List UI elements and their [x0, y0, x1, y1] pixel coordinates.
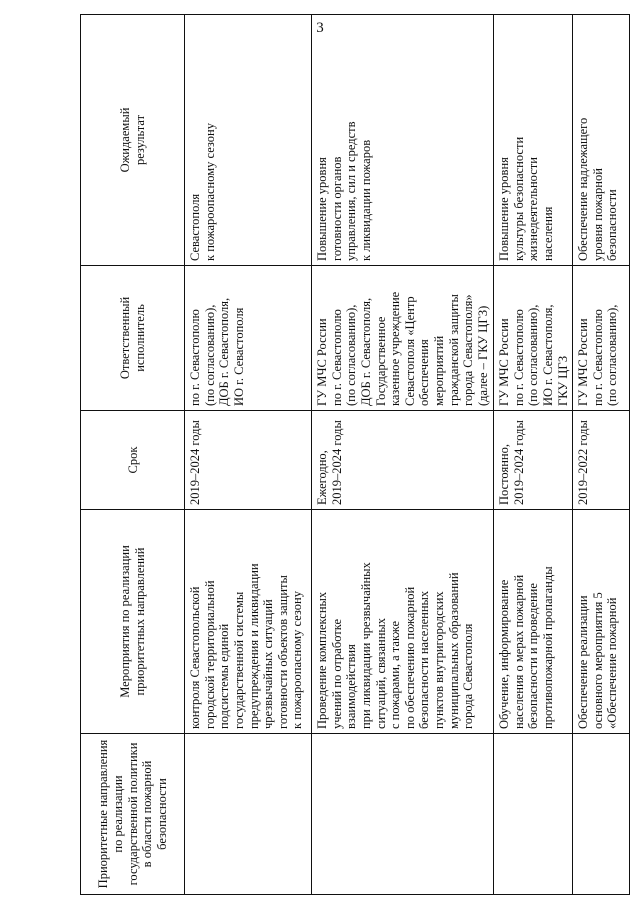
table-row: [185, 15, 312, 895]
cell-executor: ГУ МЧС России по г. Севастополю (по согласованию),: [573, 266, 630, 411]
table-row: [312, 15, 494, 895]
header-measure: Мероприятия по реализации приоритетных направлений: [81, 510, 185, 734]
cell-executor: ГУ МЧС России по г. Севастополю (по согласованию), ДОБ г. Севастополя, Государственное казенное учреждение Севастополя «Центр обеспечения мероприятий гражданской защиты города Севастополя» (далее – ГКУ ЦГЗ): [312, 266, 494, 411]
fire-safety-measures-table: [80, 14, 630, 895]
table-row: [573, 15, 630, 895]
cell-measure: контроля Севастопольской городской территориальной подсистемы единой государственной системы предупреждения и ликвидации чрезвычайных ситуаций готовности объектов защиты к пожароопасному сезону: [185, 510, 312, 734]
table-row: [494, 15, 573, 895]
cell-executor: ГУ МЧС России по г. Севастополю (по согласованию), ИО г. Севастополя, ГКУ ЦГЗ: [494, 266, 573, 411]
cell-result: Севастополя к пожароопасному сезону: [185, 15, 312, 266]
table-body: [185, 15, 630, 895]
cell-term: Постоянно, 2019–2024 годы: [494, 411, 573, 510]
rotated-table-wrapper: [80, 60, 618, 895]
header-term: Срок: [81, 411, 185, 510]
cell-direction: [312, 734, 494, 895]
cell-result: Повышение уровня культуры безопасности жизнедеятельности населения: [494, 15, 573, 266]
cell-direction: [494, 734, 573, 895]
cell-measure: Обучение, информирование населения о мерах пожарной безопасности и проведение противопожарной пропаганды: [494, 510, 573, 734]
cell-measure: Проведение комплексных учений по отработке взаимодействия при ликвидации чрезвычайных ситуаций, связанных с пожарами, а также по обеспечению пожарной безопасности населенных пунктов внутригородских муниципальных образований города Севастополя: [312, 510, 494, 734]
cell-result: Повышение уровня готовности органов управления, сил и средств к ликвидации пожаров: [312, 15, 494, 266]
header-executor: Ответственный исполнитель: [81, 266, 185, 411]
cell-term: Ежегодно, 2019–2024 годы: [312, 411, 494, 510]
header-direction: Приоритетные направления по реализации государственной политики в области пожарной безопасности: [81, 734, 185, 895]
page-number: 3: [316, 20, 324, 36]
cell-measure: Обеспечение реализации основного мероприятия 5 «Обеспечение пожарной: [573, 510, 630, 734]
cell-direction: [573, 734, 630, 895]
cell-result: Обеспечение надлежащего уровня пожарной безопасности: [573, 15, 630, 266]
cell-direction: [185, 734, 312, 895]
header-result: Ожидаемый результат: [81, 15, 185, 266]
cell-executor: по г. Севастополю (по согласованию), ДОБ г. Севастополя, ИО г. Севастополя: [185, 266, 312, 411]
cell-term: 2019–2024 годы: [185, 411, 312, 510]
table-header: [81, 15, 185, 895]
header-row: [81, 15, 185, 895]
cell-term: 2019–2022 годы: [573, 411, 630, 510]
